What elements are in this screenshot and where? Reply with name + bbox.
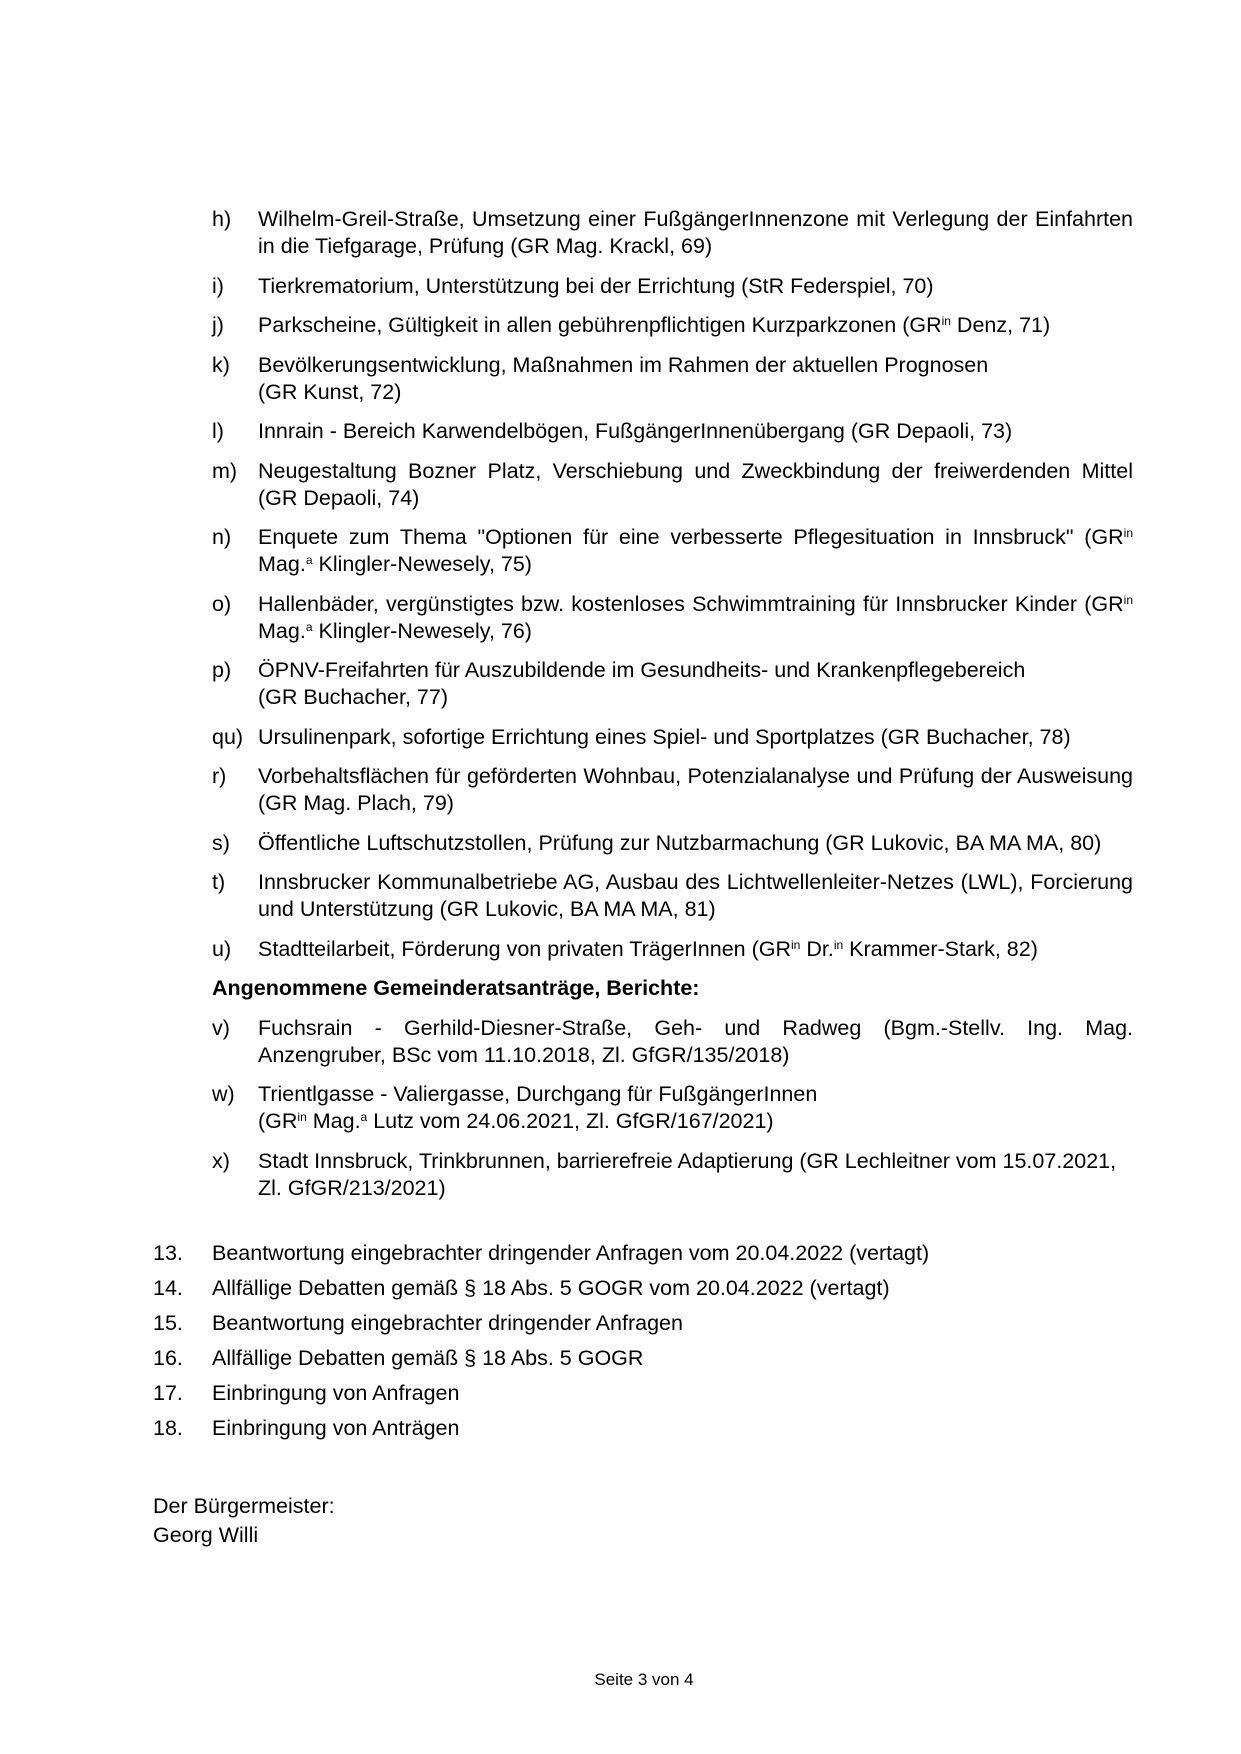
- list-item-k: [212, 352, 1133, 406]
- agenda-item-text: Beantwortung eingebrachter dringender Anfragen: [212, 1311, 683, 1335]
- superscript: in: [297, 1110, 307, 1124]
- agenda-numbered-list: [153, 1240, 1133, 1450]
- superscript: in: [1123, 592, 1133, 607]
- list-item-text: Stadt Innsbruck, Trinkbrunnen, barrierefreie Adaptierung (GR Lechleitner vom 15.07.2021, Zl. GfGR/213/2021): [258, 1148, 1117, 1200]
- list-item-u: [212, 936, 1133, 963]
- list-item-text: Parkscheine, Gültigkeit in allen gebührenpflichtigen Kurzparkzonen ($GR^{in}$ Denz, 71): [258, 313, 1051, 337]
- page-number: Seite 3 von 4: [594, 1670, 694, 1689]
- list-item-line: (GR Buchacher, 77): [258, 685, 449, 709]
- list-item-line: ÖPNV-Freifahrten für Auszubildende im Gesundheits- und Krankenpflegebereich: [258, 658, 1026, 682]
- list-item-x: [212, 1148, 1133, 1202]
- list-item-text: [258, 1081, 1133, 1135]
- list-item-line: Trientlgasse - Valiergasse, Durchgang für FußgängerInnen: [258, 1082, 818, 1106]
- list-item-l: [212, 418, 1133, 445]
- list-item-letter: qu): [212, 724, 244, 749]
- list-item-n: [212, 524, 1133, 578]
- agenda-item-number: 15.: [153, 1311, 183, 1335]
- agenda-item-text: Allfällige Debatten gemäß § 18 Abs. 5 GOGR vom 20.04.2022 (vertagt): [212, 1276, 890, 1300]
- list-item-text: Vorbehaltsflächen für geförderten Wohnbau, Potenzialanalyse und Prüfung der Ausweisung (GR Mag. Plach, 79): [258, 764, 1133, 815]
- list-item-letter: k): [212, 352, 230, 377]
- list-item-letter: r): [212, 764, 227, 788]
- list-item-text: Enquete zum Thema "Optionen für eine verbesserte Pflegesituation in Innsbruck" ($GR^{in}$ Mag.$^a$ Klingler-Newesely, 75): [258, 525, 1133, 576]
- list-item-text: [258, 352, 1133, 406]
- agenda-item-text: Allfällige Debatten gemäß § 18 Abs. 5 GOGR: [212, 1346, 644, 1370]
- agenda-item-number: 13.: [153, 1241, 183, 1265]
- list-item-text: Ursulinenpark, sofortige Errichtung eines Spiel- und Sportplatzes (GR Buchacher, 78): [258, 724, 1071, 749]
- list-item-v: [212, 1015, 1133, 1069]
- agenda-item-18: [153, 1415, 1133, 1442]
- superscript: in: [941, 314, 951, 328]
- list-item-text: Stadtteilarbeit, Förderung von privaten TrägerInnen ($GR^{in}$ Dr.$^{in}$ Krammer-Stark, 82): [258, 936, 1038, 961]
- agenda-item-number: 14.: [153, 1276, 183, 1300]
- list-item-qu: [212, 724, 1133, 751]
- list-item-letter: m): [212, 458, 238, 483]
- list-item-text: Innsbrucker Kommunalbetriebe AG, Ausbau des Lichtwellenleiter-Netzes (LWL), Forcierung und Unterstützung (GR Lukovic, BA MA MA, 81): [258, 870, 1133, 921]
- agenda-item-text: Einbringung von Anfragen: [212, 1381, 460, 1405]
- list-item-text: Wilhelm-Greil-Straße, Umsetzung einer FußgängerInnenzone mit Verlegung der Einfahrten in die Tiefgarage, Prüfung (GR Mag. Krackl, 69): [258, 207, 1133, 258]
- agenda-item-13: [153, 1240, 1133, 1267]
- list-item-t: [212, 869, 1133, 923]
- list-item-i: [212, 273, 1133, 300]
- list-item-letter: l): [212, 419, 224, 443]
- agenda-item-15: [153, 1310, 1133, 1337]
- list-item-m: [212, 458, 1133, 512]
- list-item-text: Fuchsrain - Gerhild-Diesner-Straße, Geh- und Radweg (Bgm.-Stellv. Ing. Mag. Anzengruber, BSc vom 11.10.2018, Zl. GfGR/135/2018): [258, 1015, 1133, 1067]
- list-item-letter: n): [212, 525, 232, 549]
- signature-block: [153, 1492, 335, 1550]
- list-item-p: [212, 657, 1133, 711]
- list-item-letter: v): [212, 1015, 230, 1040]
- list-item-text: Innrain - Bereich Karwendelbögen, FußgängerInnenübergang (GR Depaoli, 73): [258, 419, 1013, 443]
- agenda-item-17: [153, 1380, 1133, 1407]
- list-item-r: [212, 763, 1133, 817]
- list-item-line: Bevölkerungsentwicklung, Maßnahmen im Rahmen der aktuellen Prognosen: [258, 352, 989, 377]
- list-item-letter: h): [212, 207, 232, 231]
- list-item-text: [258, 657, 1133, 711]
- list-item-letter: s): [212, 830, 230, 855]
- list-item-s: [212, 830, 1133, 857]
- section-heading: Angenommene Gemeinderatsanträge, Berichte:: [212, 976, 700, 1000]
- superscript: in: [791, 937, 801, 952]
- superscript: in: [1123, 526, 1133, 540]
- list-item-j: [212, 312, 1133, 339]
- superscript: in: [833, 937, 844, 952]
- agenda-item-14: [153, 1275, 1133, 1302]
- list-item-letter: x): [212, 1148, 230, 1173]
- list-item-text: Tierkrematorium, Unterstützung bei der Errichtung (StR Federspiel, 70): [258, 273, 934, 298]
- list-item-text: Hallenbäder, vergünstigtes bzw. kostenloses Schwimmtraining für Innsbrucker Kinder ($GR^{in}$ Mag.$^a$ Klingler-Newesely, 76): [258, 591, 1133, 643]
- list-item-letter: o): [212, 591, 232, 616]
- list-item-letter: j): [212, 313, 224, 337]
- list-item-letter: w): [212, 1082, 235, 1106]
- superscript: a: [360, 1110, 368, 1124]
- list-item-text: Öffentliche Luftschutzstollen, Prüfung zur Nutzbarmachung (GR Lukovic, BA MA MA, 80): [258, 830, 1102, 855]
- agenda-item-number: 17.: [153, 1381, 183, 1405]
- list-item-letter: u): [212, 936, 232, 961]
- superscript: a: [305, 619, 313, 634]
- agenda-sub-list: [212, 206, 1133, 1214]
- list-item-letter: i): [212, 273, 224, 298]
- agenda-item-text: Einbringung von Anträgen: [212, 1416, 460, 1440]
- list-item-h: [212, 206, 1133, 260]
- list-item-letter: t): [212, 870, 226, 894]
- list-item-w: [212, 1081, 1133, 1135]
- agenda-item-text: Beantwortung eingebrachter dringender Anfragen vom 20.04.2022 (vertagt): [212, 1241, 930, 1265]
- agenda-item-number: 16.: [153, 1346, 183, 1370]
- list-item-line: ($GR^{in}$ Mag.$^a$ Lutz vom 24.06.2021, Zl. GfGR/167/2021): [258, 1109, 774, 1133]
- signature-role: Der Bürgermeister:: [153, 1494, 335, 1518]
- list-item-line: (GR Kunst, 72): [258, 379, 402, 404]
- signature-name: Georg Willi: [153, 1523, 259, 1547]
- list-item-text: Neugestaltung Bozner Platz, Verschiebung und Zweckbindung der freiwerdenden Mittel (GR Depaoli, 74): [258, 458, 1133, 510]
- list-item-letter: p): [212, 658, 232, 682]
- agenda-item-16: [153, 1345, 1133, 1372]
- agenda-item-number: 18.: [153, 1416, 183, 1440]
- superscript: a: [305, 553, 313, 567]
- list-item-o: [212, 591, 1133, 645]
